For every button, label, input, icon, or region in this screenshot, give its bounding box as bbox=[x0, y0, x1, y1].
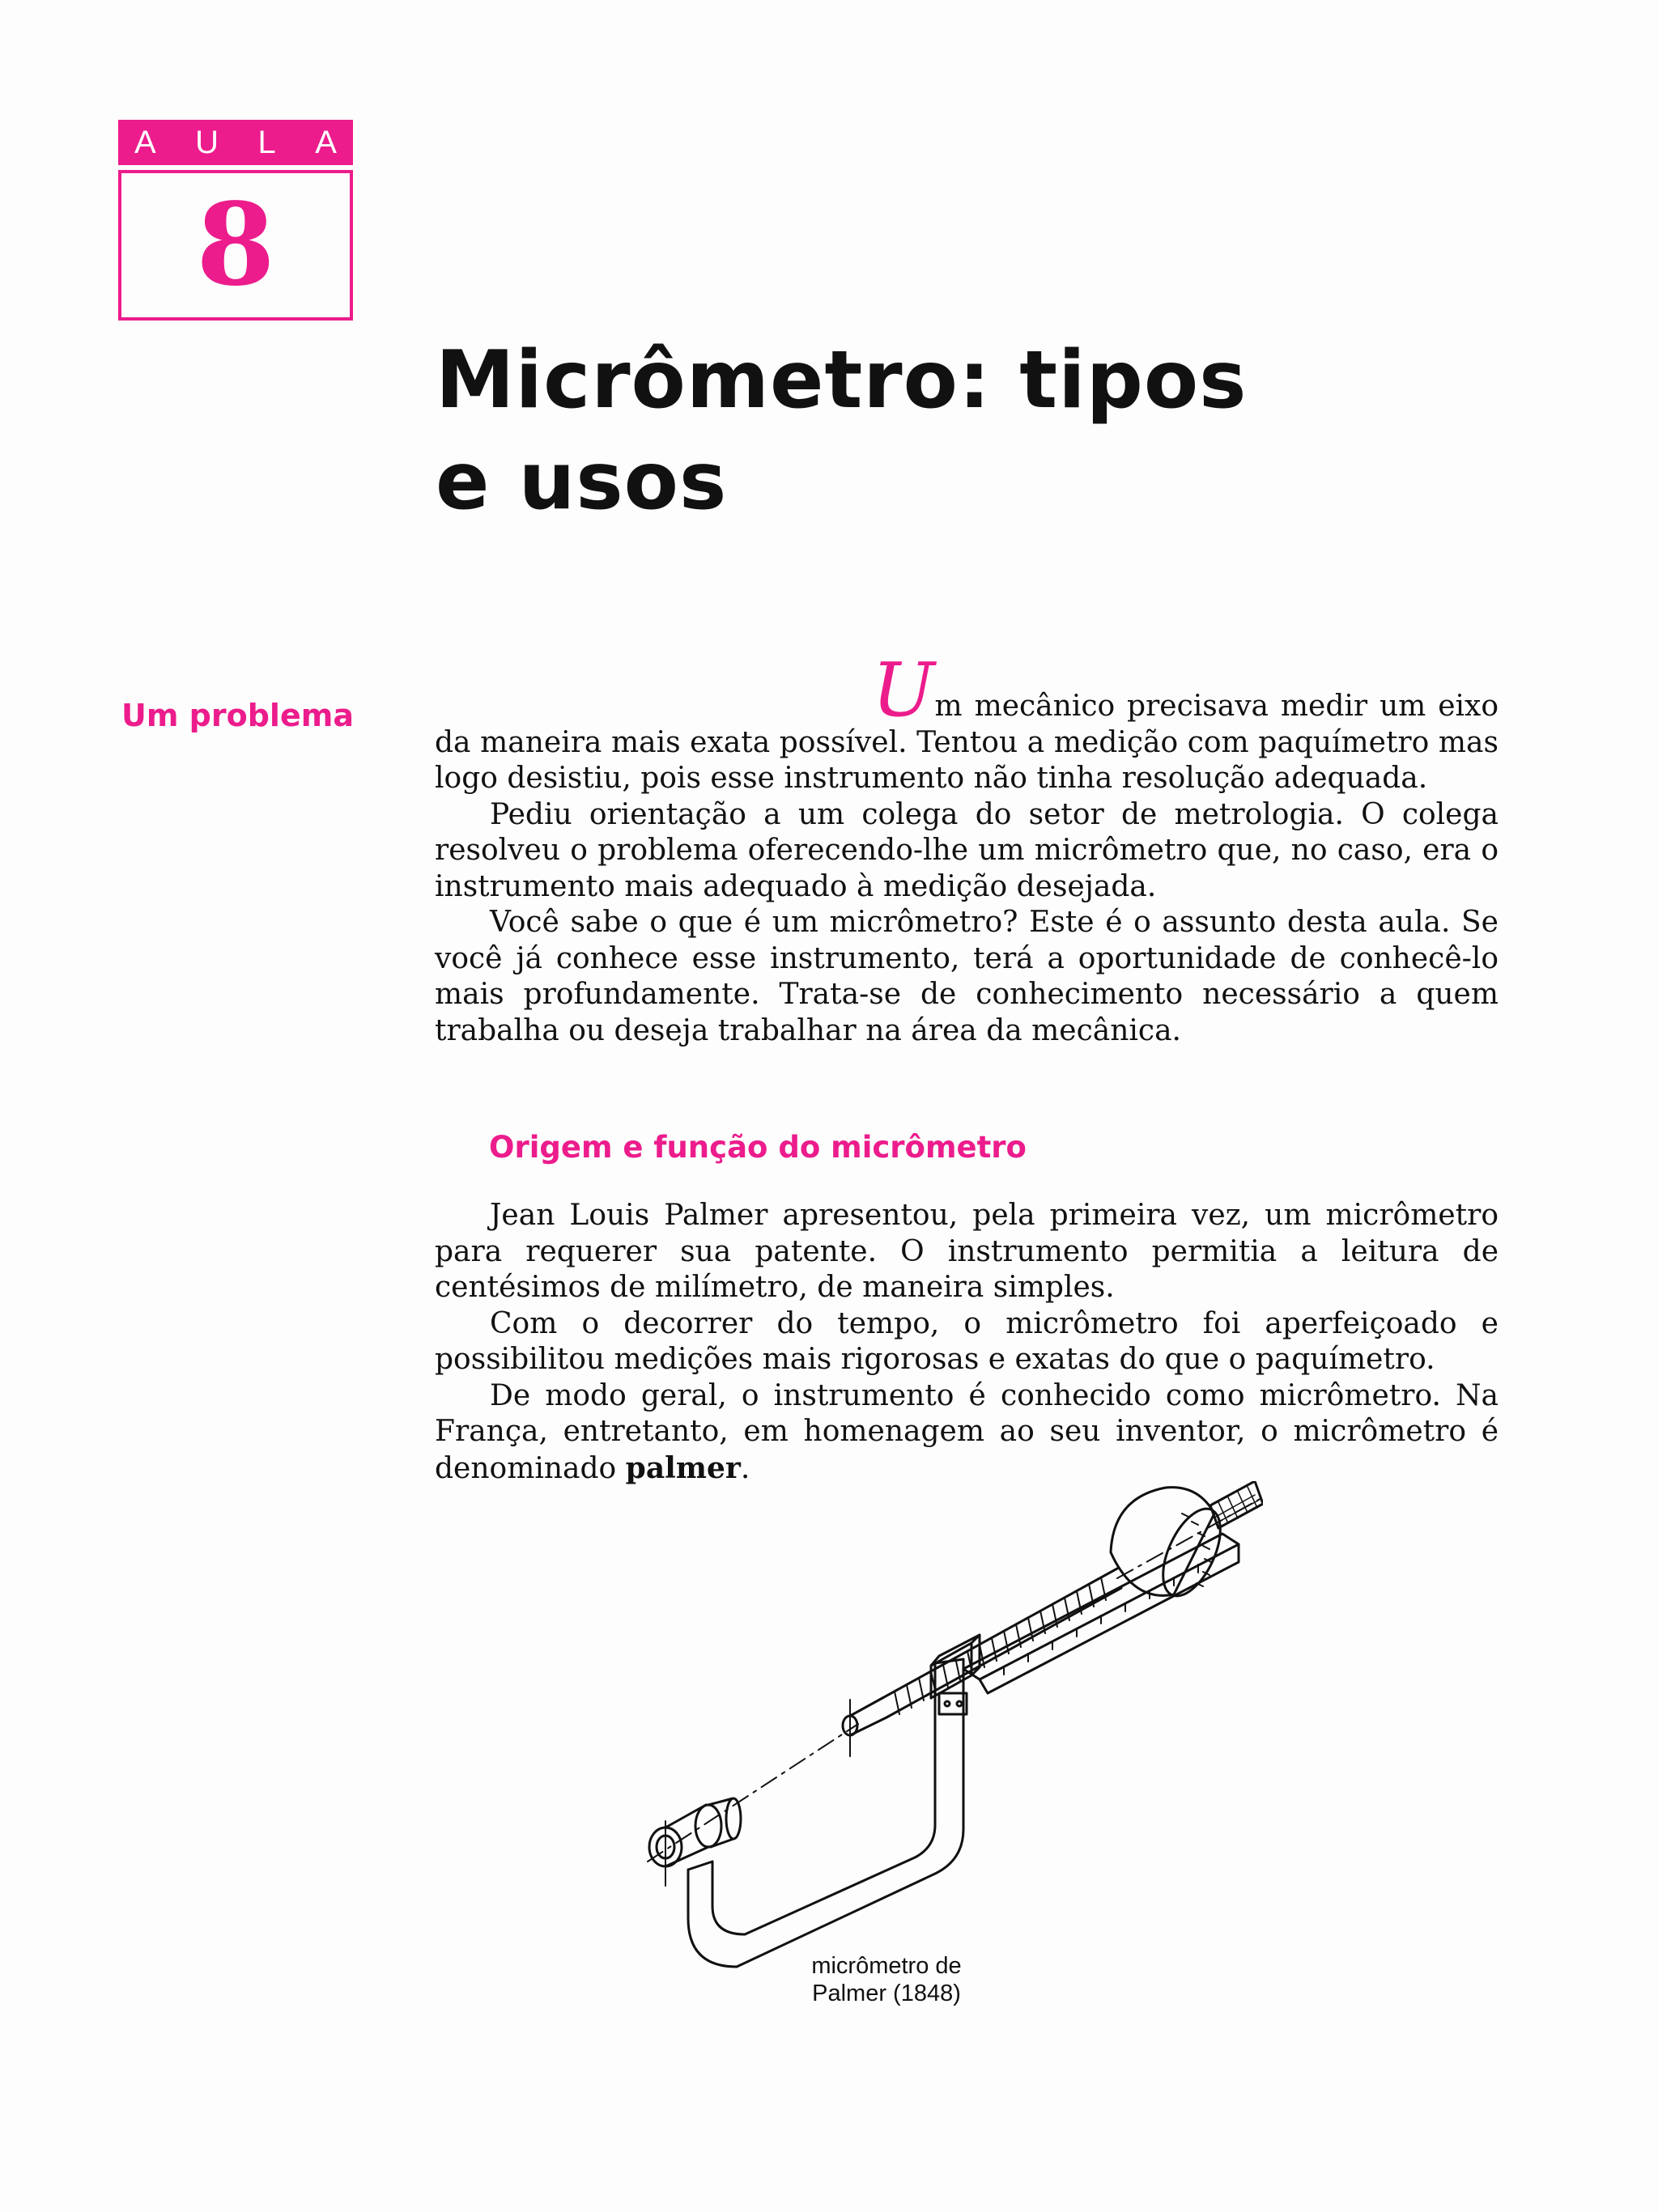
paragraph-text: m mecânico precisava medir um eixo da maneira mais exata possível. Tentou a medição com paquímetro mas logo desistiu, pois esse instrumento não tinha resolução adequada. bbox=[435, 690, 1499, 795]
problem-text bbox=[435, 647, 1499, 1049]
section-side-label: Um problema bbox=[121, 698, 354, 733]
figure-caption bbox=[797, 1952, 976, 2007]
title-line-2: e usos bbox=[436, 435, 728, 528]
palmer-micrometer-illustration bbox=[615, 1481, 1263, 1999]
paragraph-end: . bbox=[740, 1451, 750, 1485]
lesson-letter: U bbox=[195, 124, 219, 160]
section-heading: Origem e função do micrômetro bbox=[489, 1130, 1027, 1165]
lesson-letter: A bbox=[315, 124, 337, 160]
paragraph: Com o decorrer do tempo, o micrômetro foi aperfeiçoado e possibilitou medições mais rigorosas e exatas do que o paquímetro. bbox=[435, 1306, 1499, 1376]
lesson-number: 8 bbox=[118, 170, 353, 321]
lesson-letter: L bbox=[257, 124, 276, 160]
bold-term: palmer bbox=[625, 1450, 741, 1485]
paragraph: Jean Louis Palmer apresentou, pela primeira vez, um micrômetro para requerer sua patente. O instrumento permitia a leitura de centésimos de milímetro, de maneira simples. bbox=[435, 1199, 1499, 1304]
paragraph: Você sabe o que é um micrômetro? Este é o assunto desta aula. Se você já conhece esse instrumento, terá a oportunidade de conhecê-lo mais profundamente. Trata-se de conhecimento necessário a quem trabalha ou deseja trabalhar na área da mecânica. bbox=[435, 906, 1499, 1047]
page-title bbox=[436, 330, 1326, 533]
lesson-badge bbox=[118, 120, 353, 321]
paragraph: Pediu orientação a um colega do setor de metrologia. O colega resolveu o problema oferecendo-lhe um micrômetro que, no caso, era o instrumento mais adequado à medição desejada. bbox=[435, 797, 1499, 903]
paragraph-text: De modo geral, o instrumento é conhecido como micrômetro. Na França, entretanto, em homenagem ao seu inventor, o micrômetro é denominado bbox=[435, 1378, 1499, 1485]
origin-text bbox=[435, 1198, 1499, 1487]
paragraph bbox=[435, 647, 1499, 797]
title-line-1: Micrômetro: tipos bbox=[436, 334, 1248, 427]
caption-line-1: micrômetro de bbox=[811, 1953, 962, 1979]
drop-cap: U bbox=[872, 647, 935, 733]
paragraph bbox=[435, 1378, 1499, 1488]
caption-line-2: Palmer (1848) bbox=[812, 1981, 961, 2006]
lesson-letter: A bbox=[134, 124, 156, 160]
lesson-label bbox=[118, 120, 353, 165]
